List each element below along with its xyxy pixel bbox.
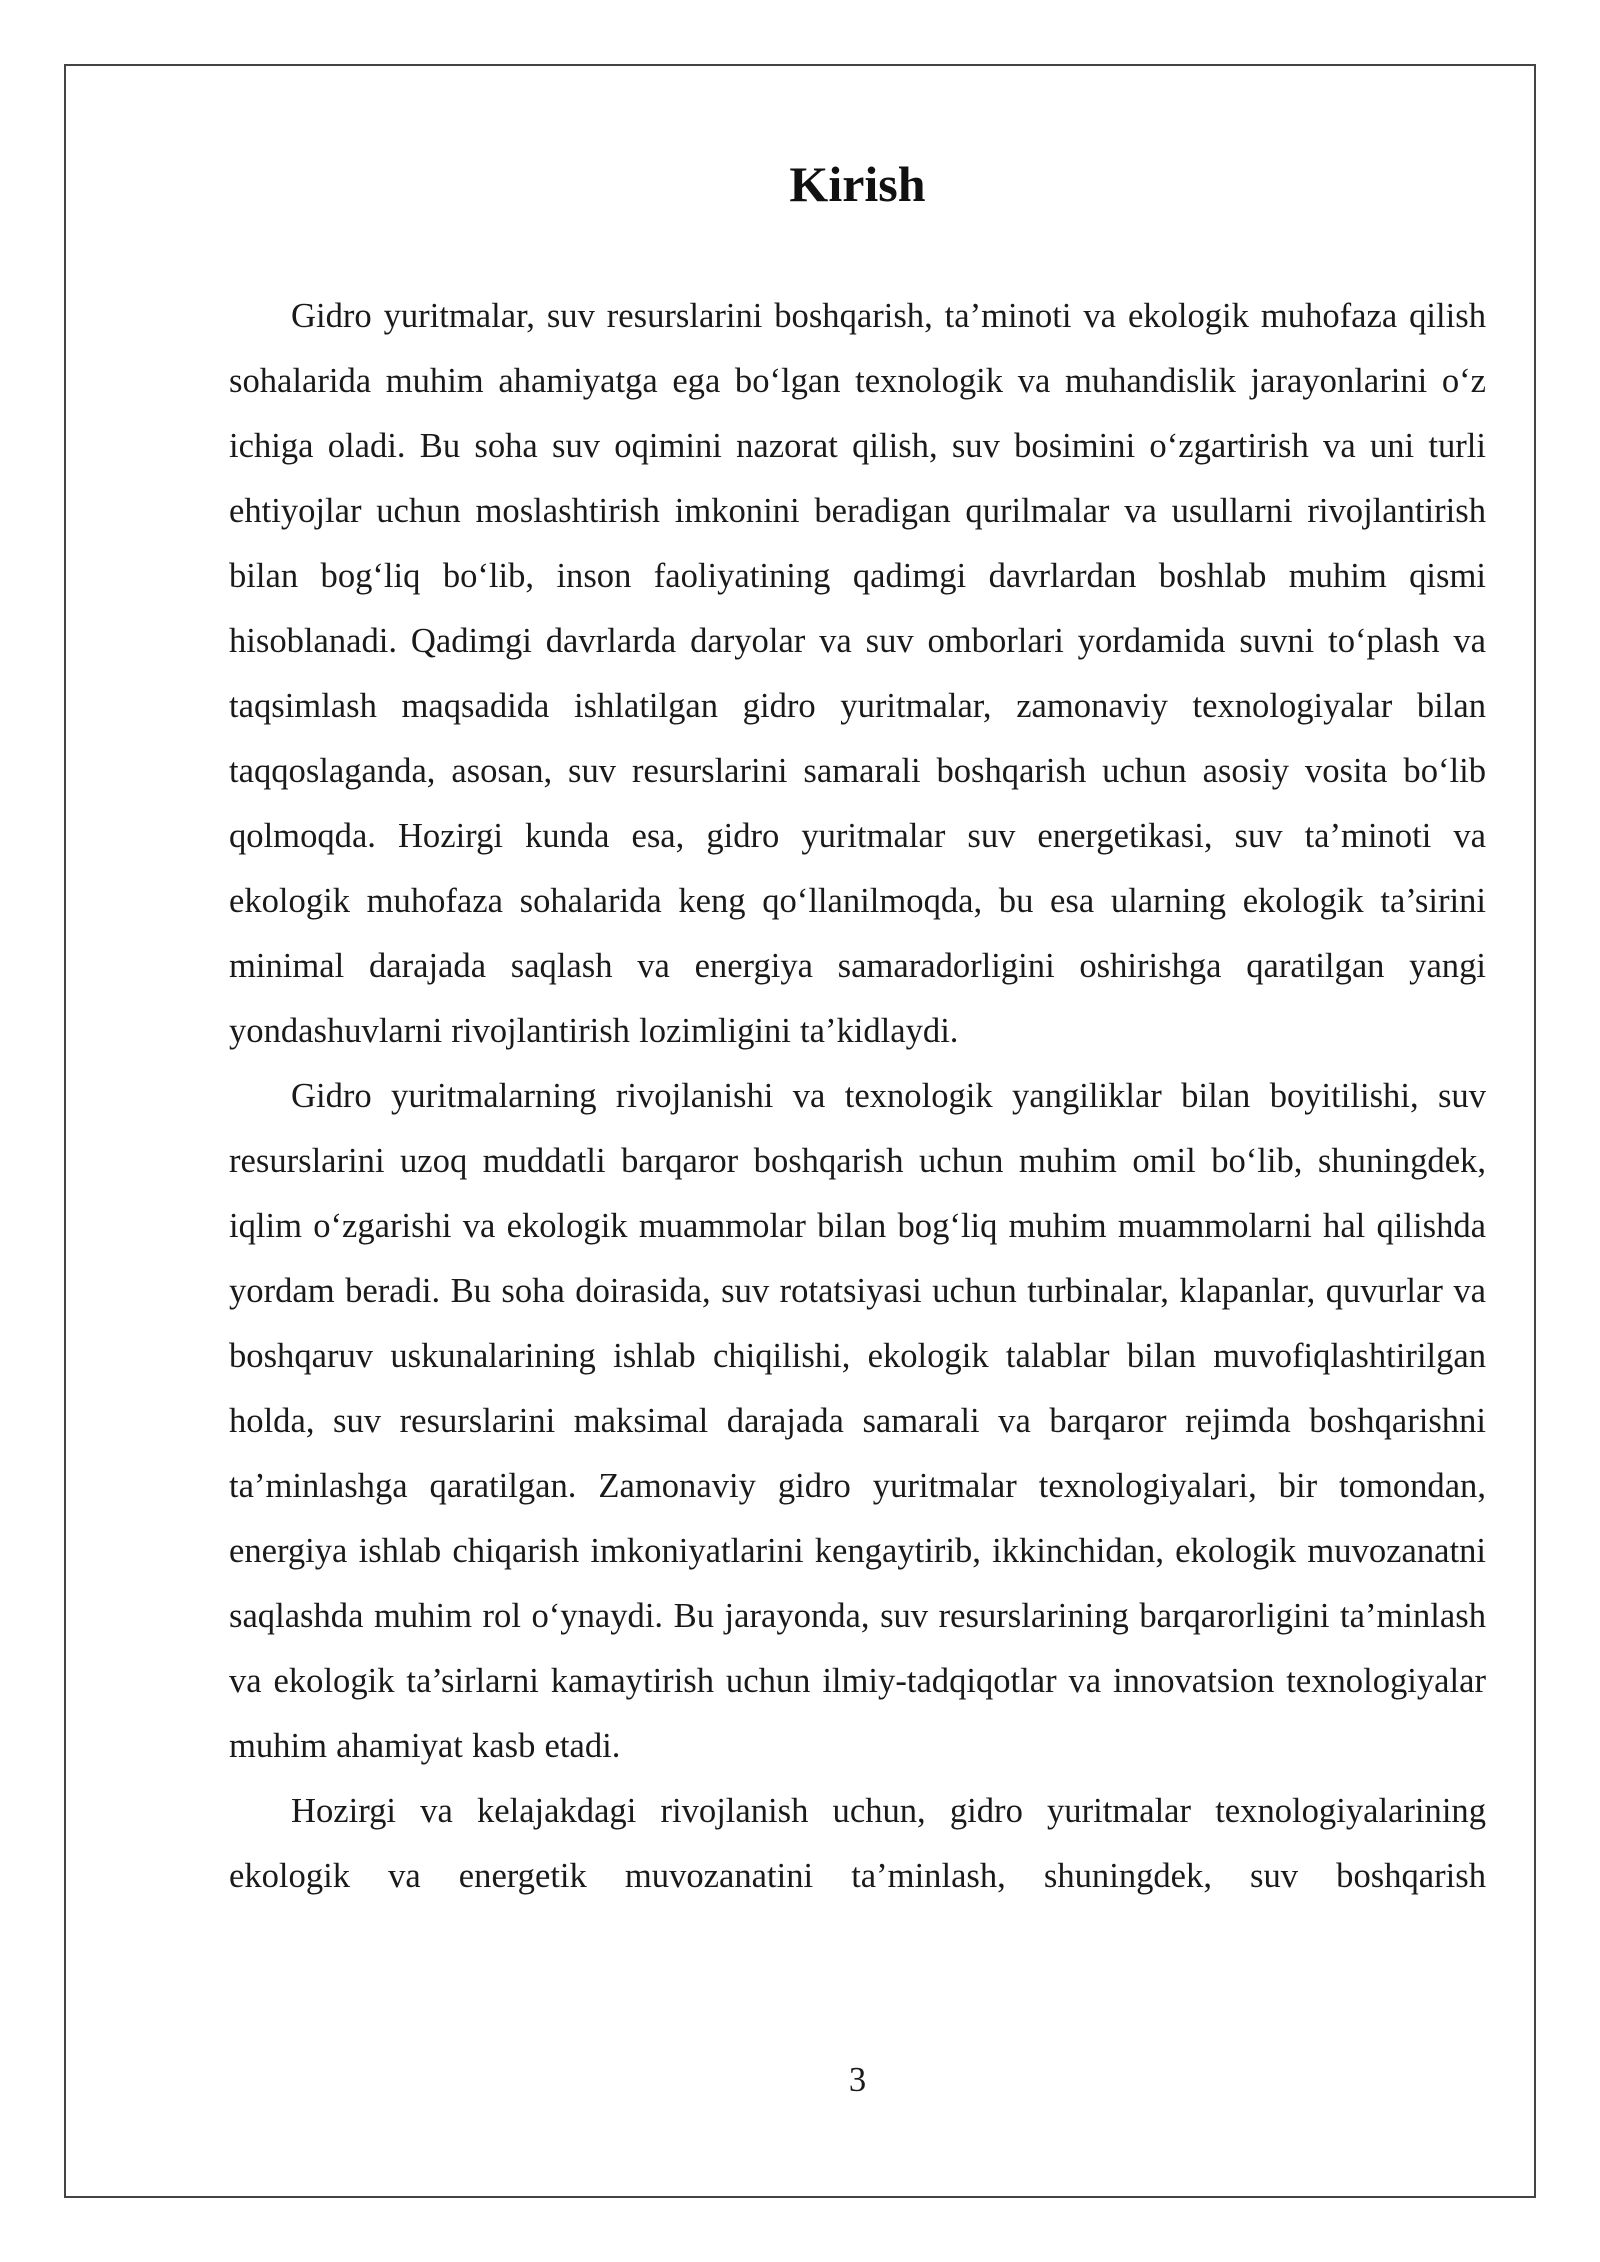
paragraph-1: Gidro yuritmalar, suv resurslarini boshqarish, ta’minoti va ekologik muhofaza qilish sohalarida muhim ahamiyatga ega bo‘lgan texnologik va muhandislik jarayonlarini o‘z ichiga oladi. Bu soha suv oqimini nazorat qilish, suv bosimini o‘zgartirish va uni turli ehtiyojlar uchun moslashtirish imkonini beradigan qurilmalar va usullarni rivojlantirish bilan bog‘liq bo‘lib, inson faoliyatining qadimgi davrlardan boshlab muhim qismi hisoblanadi. Qadimgi davrlarda daryolar va suv omborlari yordamida suvni to‘plash va taqsimlash maqsadida ishlatilgan gidro yuritmalar, zamonaviy texnologiyalar bilan taqqoslaganda, asosan, suv resurslarini samarali boshqarish uchun asosiy vosita bo‘lib qolmoqda. Hozirgi kunda esa, gidro yuritmalar suv energetikasi, suv ta’minoti va ekologik muhofaza sohalarida keng qo‘llanilmoqda, bu esa ularning ekologik ta’sirini minimal darajada saqlash va energiya samaradorligini oshirishga qaratilgan yangi yondashuvlarni rivojlantirish lozimligini ta’kidlaydi.	[229, 297, 1486, 1050]
body-text	[229, 284, 1486, 1909]
page-title: Kirish	[789, 156, 926, 212]
paragraph-2: Gidro yuritmalarning rivojlanishi va texnologik yangiliklar bilan boyitilishi, suv resurslarini uzoq muddatli barqaror boshqarish uchun muhim omil bo‘lib, shuningdek, iqlim o‘zgarishi va ekologik muammolar bilan bog‘liq muhim muammolarni hal qilishda yordam beradi. Bu soha doirasida, suv rotatsiyasi uchun turbinalar, klapanlar, quvurlar va boshqaruv uskunalarining ishlab chiqilishi, ekologik talablar bilan muvofiqlashtirilgan holda, suv resurslarini maksimal darajada samarali va barqaror rejimda boshqarishni ta’minlashga qaratilgan. Zamonaviy gidro yuritmalar texnologiyalari, bir tomondan, energiya ishlab chiqarish imkoniyatlarini kengaytirib, ikkinchidan, ekologik muvozanatni saqlashda muhim rol o‘ynaydi. Bu jarayonda, suv resurslarining barqarorligini ta’minlash va ekologik ta’sirlarni kamaytirish uchun ilmiy-tadqiqotlar va innovatsion texnologiyalar muhim ahamiyat kasb etadi.	[229, 1077, 1486, 1765]
page-number: 3	[848, 2061, 867, 2099]
paragraph-3: Hozirgi va kelajakdagi rivojlanish uchun, gidro yuritmalar texnologiyalarining ekologik va energetik muvozanatini ta’minlash, shuningdek, suv boshqarish	[229, 1792, 1486, 1895]
